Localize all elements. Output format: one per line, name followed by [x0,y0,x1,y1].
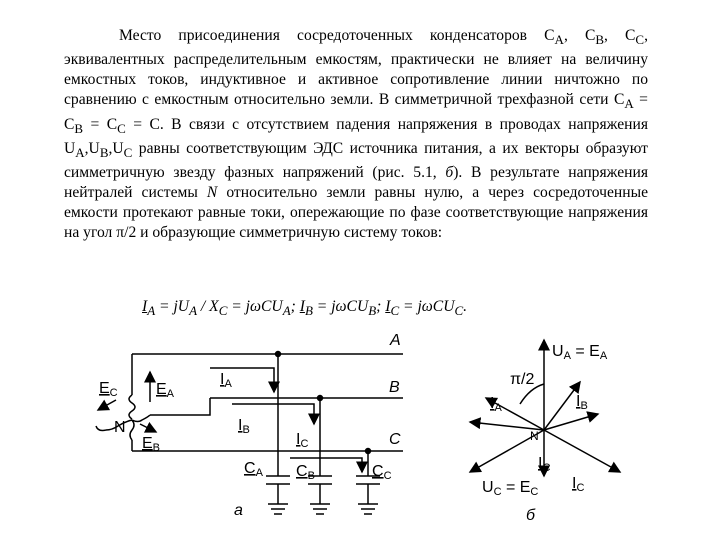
figure-a-caption: а [234,502,243,519]
vec-ia-label: IA [490,395,502,414]
line-c-label: C [389,431,401,448]
cap-c-label: CC [372,463,392,482]
emf-a-label: EA [156,381,175,400]
emf-b-label: EB [142,435,161,454]
ua-ea-label: UA = EA [552,343,608,362]
emf-c-label: EC [99,380,118,399]
vec-ib-label: IB [576,393,588,412]
paragraph: Место присоединения сосредоточенных конденсаторов $C_A$, $C_B$, $C_C$, эквивалентных распределительным емкостям, практически не влияет на величину емкостных токов, индуктивное и активное сопротивление линии ничтожно по сравнению с емкостным относительно земли. В симметричной трехфазной сети $C_A = C_B = C_C = C$. В связи с отсутствием падения напряжения в проводах напряжения $U_A,U_B,U_C$ равны соответствующим ЭДС источника питания, а их векторы образуют симметричную звезду фазных напряжений (рис. 5.1, б). В результате напряжения нейтралей системы N относительно земли равны нулю, а через сосредоточенные емкости протекают равные токи, опережающие по фазе соответствующие напряжения на угол π/2 и образующие симметричную систему токов: [64,27,649,242]
current-a-label: IA [220,371,232,390]
line-a-label: A [390,332,401,349]
line-b-label: B [389,379,400,396]
current-b-label: IB [238,417,250,436]
neutral-label: N [114,419,126,436]
cap-b-label: CB [296,463,315,482]
uc-ec-label: UC = EC [482,479,539,498]
figure-b-caption: б [526,507,535,524]
vec-ic2-label: IC [572,475,585,494]
cap-a-label: CA [244,460,263,479]
vec-ic-label: IC [538,455,551,474]
current-formula: $I_A = jU_A / X_C = j\omega CU_A$; $I_B = j\omega CU_B$; $I_C = j\omega CU_C$. [142,298,468,319]
figure-b-labels [482,343,608,524]
current-c-label: IC [296,431,309,450]
vec-n-label: N [530,429,539,443]
angle-label: π/2 [510,371,535,388]
